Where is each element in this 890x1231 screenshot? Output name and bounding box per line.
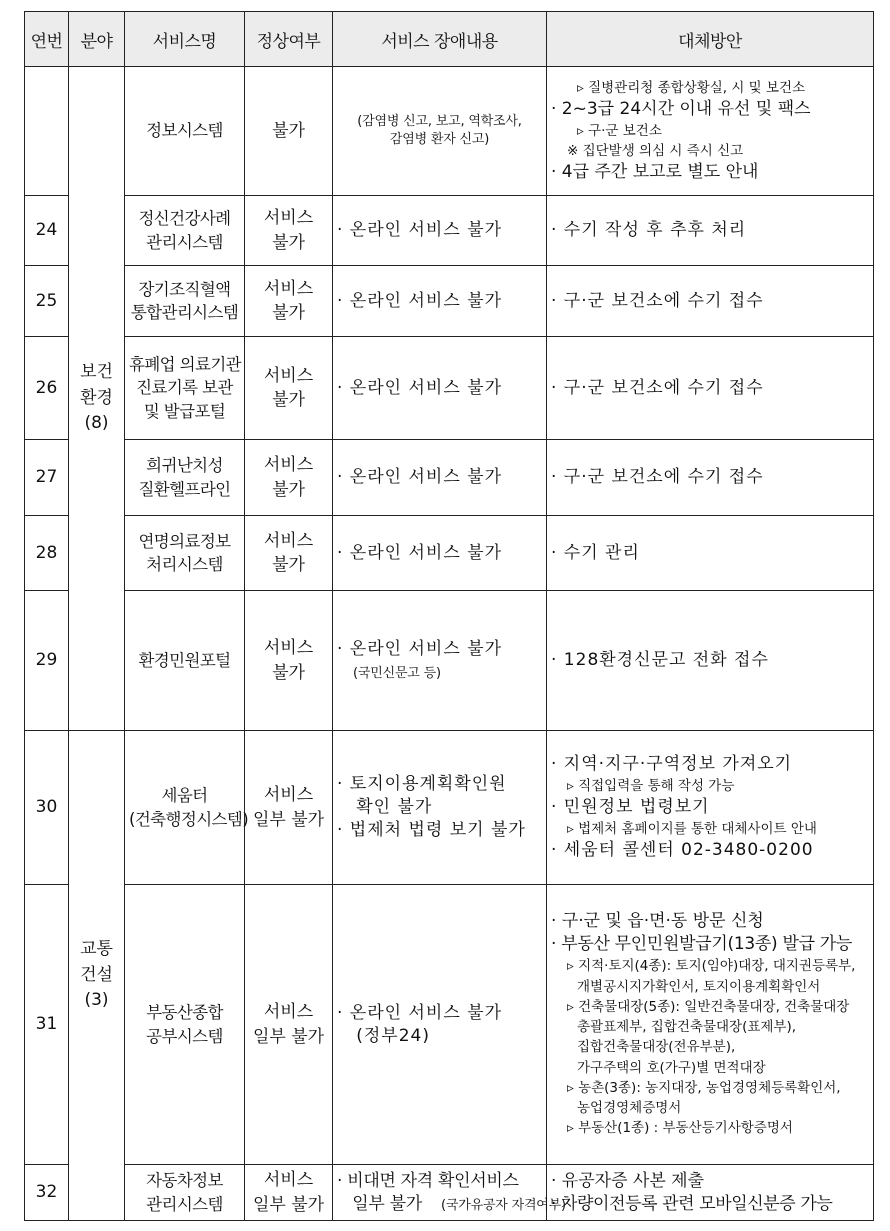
outage-desc: · 온라인 서비스 불가	[333, 196, 547, 266]
outage-desc	[333, 1165, 566, 1221]
text-line: 서비스	[263, 530, 314, 551]
table-row	[25, 196, 874, 266]
status	[245, 337, 333, 440]
text-line: 진료기록 보관	[136, 378, 233, 398]
text-line: 관리시스템	[146, 232, 223, 252]
text-line: 통합관리시스템	[130, 303, 239, 322]
alternative	[547, 67, 874, 196]
outage-desc	[333, 731, 547, 885]
table-row	[25, 337, 874, 440]
outage-desc	[333, 67, 547, 196]
alternative: · 수기 관리	[547, 516, 874, 591]
table-row	[25, 591, 874, 731]
text-line: 서비스	[263, 1170, 314, 1191]
table-row	[25, 440, 874, 516]
field-health-line: 보건 환경 (8)	[80, 362, 113, 434]
text-line: · 비대면 자격 확인서비스	[337, 1171, 519, 1192]
text-line: 장기조직혈액	[138, 279, 231, 299]
alt-line: ▹ 질병관리청 종합상황실, 시 및 보건소	[577, 79, 806, 96]
alt-line: ※ 집단발생 의심 시 즉시 신고	[567, 143, 744, 160]
outage-desc-sub: (국가유공자 자격여부)	[441, 1198, 566, 1214]
alternative	[547, 1165, 874, 1221]
alt-line: 농업경영체증명서	[577, 1100, 682, 1117]
alt-line: · 세움터 콜센터 02-3480-0200	[551, 840, 814, 861]
outage-desc: · 온라인 서비스 불가	[333, 440, 547, 516]
alternative: · 구·군 보건소에 수기 접수	[547, 337, 874, 440]
text-line: 불가	[272, 555, 305, 575]
status	[245, 591, 333, 731]
field-transport	[69, 731, 125, 1221]
text-line: (건축행정시스템)	[129, 809, 249, 829]
alt-line: · 2~3급 24시간 이내 유선 및 팩스	[551, 98, 811, 119]
service-outage-table	[24, 11, 874, 1221]
alternative: · 128환경신문고 전화 접수	[547, 591, 874, 731]
service-name	[125, 266, 245, 337]
header-num: 연번	[25, 12, 69, 67]
text-line: 휴폐업 의료기관	[129, 354, 242, 374]
text-line: 불가	[272, 479, 305, 500]
alternative: · 구·군 보건소에 수기 접수	[547, 440, 874, 516]
service-name	[125, 731, 249, 885]
header-status: 정상여부	[245, 12, 333, 67]
text-line: 불가	[272, 232, 305, 253]
text-line: 세움터	[161, 786, 208, 806]
alt-line: ▹ 직접입력을 통해 작성 가능	[567, 777, 735, 794]
text-line: 일부 불가	[252, 1194, 325, 1215]
service-name	[125, 591, 245, 731]
text-line: 부동산종합	[146, 1003, 223, 1023]
outage-desc	[333, 591, 547, 731]
text-line: 서비스	[263, 638, 314, 659]
field-transport-line: 교통 건설 (3)	[80, 939, 113, 1011]
status	[245, 196, 333, 266]
alt-line: · 지역·지구·구역정보 가져오기	[551, 753, 793, 774]
status	[245, 1165, 333, 1221]
service-name	[125, 885, 245, 1165]
text-line: (감염병 신고, 보고, 역학조사,	[357, 114, 522, 130]
alt-line: · 민원정보 법령보기	[551, 797, 710, 818]
alt-line: 가구주택의 호(가구)별 면적대장	[577, 1059, 766, 1076]
row-num	[25, 67, 69, 196]
alt-line: · 부동산 무인민원발급기(13종) 발급 가능	[551, 934, 853, 955]
text-line: 일부 불가	[337, 1194, 422, 1215]
text-line: · 토지이용계획확인원	[337, 774, 507, 795]
text-line: 서비스	[263, 1002, 314, 1023]
alt-line: · 차량이전등록 관련 모바일신분증 가능	[551, 1193, 833, 1214]
text-line: 정신건강사례	[138, 209, 231, 229]
text-line: 처리시스템	[146, 555, 223, 574]
alt-line: ▹ 농촌(3종): 농지대장, 농업경영체등록확인서,	[567, 1079, 841, 1096]
service-name	[125, 337, 245, 440]
text-line: 자동차정보	[146, 1171, 223, 1191]
text-line: 공부시스템	[146, 1026, 223, 1046]
table-row	[25, 1165, 874, 1221]
header-alternative: 대체방안	[547, 12, 874, 67]
text-line: 서비스	[263, 365, 314, 386]
text-line: 서비스	[263, 278, 314, 299]
text-line: 감염병 환자 신고)	[389, 132, 490, 147]
service-name	[125, 516, 245, 591]
text-line: 서비스	[263, 455, 314, 476]
alternative	[547, 731, 874, 885]
outage-desc-main: · 온라인 서비스 불가	[337, 639, 502, 660]
alt-line: 집합건축물대장(전유부분),	[577, 1039, 736, 1056]
row-num: 29	[25, 591, 69, 731]
status	[245, 516, 333, 591]
status	[245, 266, 333, 337]
status	[245, 67, 333, 196]
alt-line: ▹ 부동산(1종) : 부동산등기사항증명서	[567, 1120, 793, 1137]
row-num: 24	[25, 196, 69, 266]
text-line: · 법제처 법령 보기 불가	[337, 819, 526, 840]
row-num: 25	[25, 266, 69, 337]
outage-desc: · 온라인 서비스 불가	[333, 266, 547, 337]
table-row	[25, 731, 874, 885]
alt-line: ▹ 건축물대장(5종): 일반건축물대장, 건축물대장	[567, 998, 850, 1015]
outage-desc: · 온라인 서비스 불가	[333, 516, 547, 591]
text-line: 확인 불가	[337, 797, 433, 818]
alt-line: · 4급 주간 보고로 별도 안내	[551, 162, 759, 183]
text-line: 불가	[272, 662, 305, 683]
row-num: 32	[25, 1165, 69, 1221]
header-outage: 서비스 장애내용	[333, 12, 547, 67]
text-line: 및 발급포털	[143, 401, 226, 421]
row-num: 26	[25, 337, 69, 440]
header-service: 서비스명	[125, 12, 245, 67]
alternative	[547, 885, 874, 1165]
status	[245, 885, 333, 1165]
alt-line: ▹ 구·군 보건소	[577, 122, 662, 139]
text-line: (정부24)	[337, 1025, 430, 1046]
alt-line: ▹ 지적·토지(4종): 토지(임야)대장, 대지권등록부,	[567, 958, 856, 975]
text-line: 불가	[272, 120, 305, 141]
table-row	[25, 67, 874, 196]
text-line: 서비스	[263, 208, 314, 229]
status	[245, 440, 333, 516]
field-health	[69, 67, 125, 731]
header-field: 분야	[69, 12, 125, 67]
row-num: 30	[25, 731, 69, 885]
row-num: 27	[25, 440, 69, 516]
service-name	[125, 67, 245, 196]
table-row	[25, 266, 874, 337]
text-line: 서비스	[263, 785, 314, 806]
alt-line: 총괄표제부, 집합건축물대장(표제부),	[577, 1019, 797, 1036]
alternative: · 수기 작성 후 추후 처리	[547, 196, 874, 266]
row-num: 28	[25, 516, 69, 591]
table-row	[25, 885, 874, 1165]
alt-line: ▹ 법제처 홈페이지를 통한 대체사이트 안내	[567, 820, 817, 837]
text-line: 불가	[272, 390, 305, 410]
status	[245, 731, 333, 885]
text-line: · 온라인 서비스 불가	[337, 1002, 502, 1023]
alt-line: 개별공시지가확인서, 토지이용계획확인서	[577, 978, 821, 995]
text-line: 희귀난치성	[146, 456, 223, 476]
outage-desc-sub: (국민신문고 등)	[353, 666, 441, 682]
text-line: 질환헬프라인	[138, 479, 231, 499]
alt-line: · 구·군 및 읍·면·동 방문 신청	[551, 911, 764, 932]
text-line: 연명의료정보	[138, 531, 231, 551]
outage-desc	[333, 885, 547, 1165]
text-line: 일부 불가	[252, 809, 325, 830]
alternative: · 구·군 보건소에 수기 접수	[547, 266, 874, 337]
service-name	[125, 1165, 245, 1221]
text-line: 정보시스템	[146, 121, 223, 141]
table-row	[25, 516, 874, 591]
alt-line: · 유공자증 사본 제출	[551, 1170, 704, 1191]
row-num: 31	[25, 885, 69, 1165]
header-row	[25, 12, 874, 67]
text-line: 불가	[272, 303, 305, 323]
service-name	[125, 440, 245, 516]
text-line: 환경민원포털	[138, 650, 231, 670]
text-line: 관리시스템	[146, 1194, 223, 1214]
service-name	[125, 196, 245, 266]
text-line: 일부 불가	[252, 1026, 325, 1047]
outage-desc: · 온라인 서비스 불가	[333, 337, 547, 440]
